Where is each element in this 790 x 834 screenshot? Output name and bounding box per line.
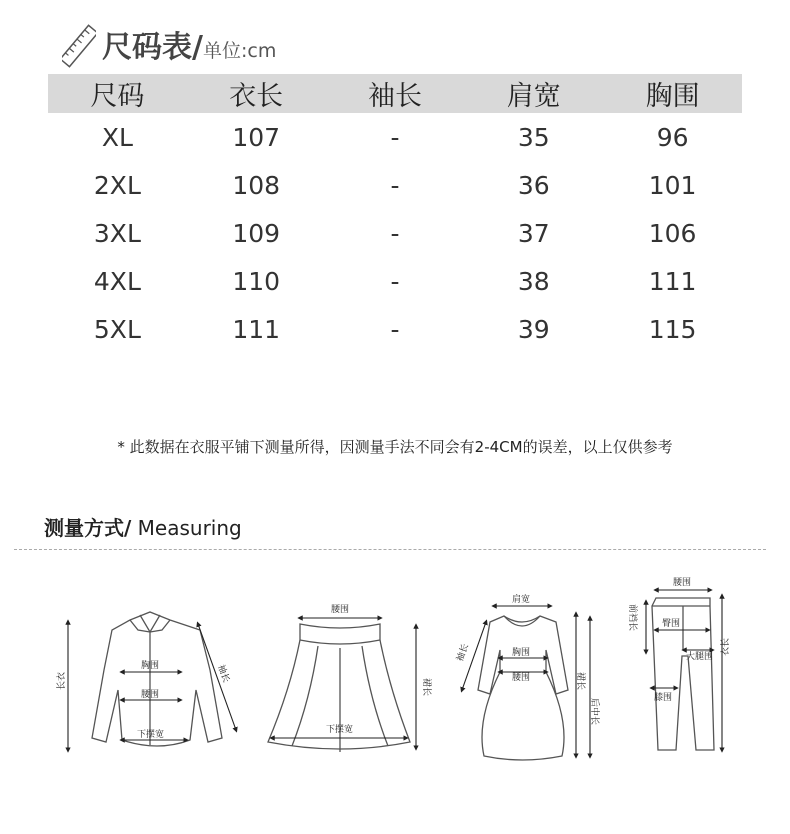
- shirt-hem-label: 下摆宽: [137, 730, 165, 740]
- cell-shoulder: 35: [517, 122, 550, 152]
- page-title: 尺码表/: [102, 30, 203, 65]
- shirt-length-label: 长衣: [57, 671, 67, 690]
- ruler-icon: [62, 24, 96, 68]
- cell-sleeve: -: [390, 218, 400, 248]
- cell-sleeve: -: [390, 170, 400, 200]
- shirt-sleeve-label: 袖长: [215, 663, 231, 684]
- shirt-chest-label: 胸围: [141, 661, 160, 671]
- dress-back-length-label: 后中长: [589, 698, 599, 726]
- measurement-diagrams: [0, 560, 790, 780]
- table-row: [48, 257, 742, 305]
- dress-length-label: 裙长: [575, 672, 585, 691]
- header-size: 尺码: [48, 74, 187, 113]
- pants-waist-label: 腰围: [673, 578, 692, 588]
- header-chest: 胸围: [603, 74, 742, 113]
- size-table: [48, 74, 742, 353]
- cell-size: 5XL: [93, 314, 141, 344]
- cell-shoulder: 37: [517, 218, 550, 248]
- section-divider: [14, 549, 766, 550]
- header-length: 衣长: [187, 74, 326, 113]
- cell-length: 108: [232, 170, 281, 200]
- cell-size: 3XL: [93, 218, 141, 248]
- cell-size: XL: [101, 122, 133, 152]
- table-row: [48, 113, 742, 161]
- measuring-title-en: Measuring: [131, 516, 242, 540]
- cell-size: 4XL: [93, 266, 141, 296]
- cell-sleeve: -: [390, 314, 400, 344]
- cell-length: 111: [232, 314, 281, 344]
- cell-chest: 115: [648, 314, 697, 344]
- skirt-hem-label: 下摆宽: [326, 725, 354, 735]
- table-row: [48, 305, 742, 353]
- pants-knee-label: 膝围: [654, 693, 673, 703]
- table-row: [48, 209, 742, 257]
- cell-chest: 106: [648, 218, 697, 248]
- dress-chest-label: 胸围: [512, 648, 531, 658]
- cell-size: 2XL: [93, 170, 141, 200]
- pants-front-rise-label: 前裆长: [627, 604, 637, 632]
- skirt-length-label: 裙长: [421, 678, 431, 697]
- dress-diagram: [478, 616, 568, 760]
- size-chart-header: [62, 22, 276, 68]
- dress-waist-label: 腰围: [512, 673, 531, 683]
- cell-chest: 101: [648, 170, 697, 200]
- cell-sleeve: -: [390, 122, 400, 152]
- pants-thigh-label: 大腿围: [686, 652, 714, 662]
- dress-shoulder-label: 肩宽: [512, 595, 531, 605]
- cell-chest: 96: [656, 122, 689, 152]
- measuring-title-zh: 测量方式/: [44, 516, 132, 540]
- table-header-row: [48, 74, 742, 113]
- shirt-waist-label: 腰围: [141, 690, 160, 700]
- cell-length: 110: [232, 266, 281, 296]
- cell-length: 109: [232, 218, 281, 248]
- pants-length-label: 衣长: [721, 637, 731, 656]
- header-shoulder: 肩宽: [464, 74, 603, 113]
- measuring-section-title: [44, 512, 242, 541]
- cell-chest: 111: [648, 266, 697, 296]
- table-row: [48, 161, 742, 209]
- cell-shoulder: 38: [517, 266, 550, 296]
- unit-label: 单位:cm: [202, 40, 277, 62]
- pants-hip-label: 臀围: [662, 619, 681, 629]
- header-sleeve: 袖长: [326, 74, 465, 113]
- dress-sleeve-label: 袖长: [455, 642, 471, 664]
- cell-length: 107: [232, 122, 281, 152]
- cell-shoulder: 36: [517, 170, 550, 200]
- cell-sleeve: -: [390, 266, 400, 296]
- cell-shoulder: 39: [517, 314, 550, 344]
- shirt-diagram: [92, 612, 222, 746]
- skirt-waist-label: 腰围: [331, 605, 350, 615]
- measurement-disclaimer: * 此数据在衣服平铺下测量所得，因测量手法不同会有2-4CM的误差，以上仅供参考: [117, 438, 673, 456]
